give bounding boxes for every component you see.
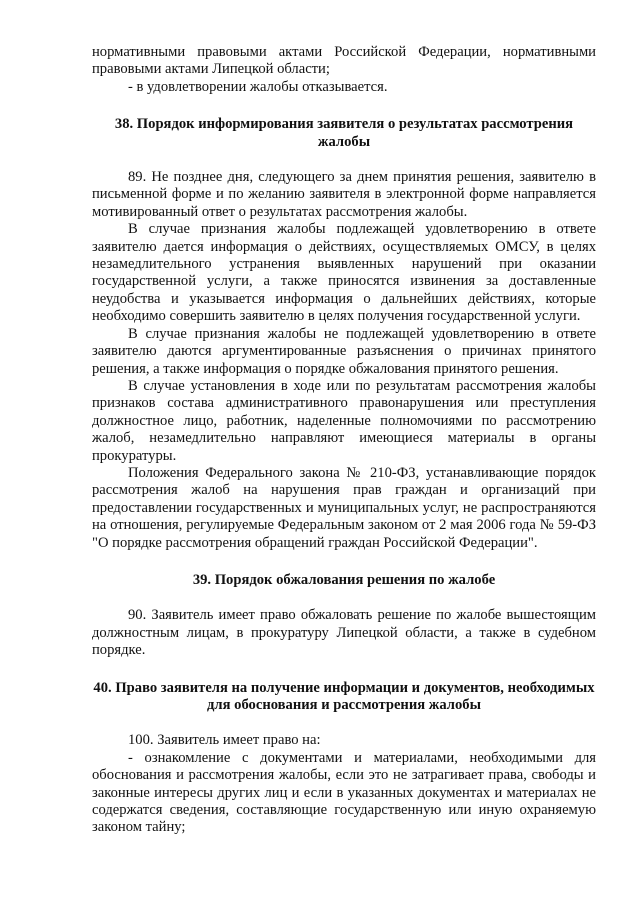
section-40-paragraph: 100. Заявитель имеет право на: [128, 732, 321, 749]
intro-paragraph: нормативными правовыми актами Российской Федерации, нормативными правовыми актами Липецкой области; [92, 44, 596, 78]
section-40-heading: 40. Право заявителя на получение информации и документов, необходимых для обоснования и рассмотрения жалобы [93, 679, 595, 713]
section-38-paragraph: Положения Федерального закона № 210-ФЗ, устанавливающие порядок рассмотрения жалоб на нарушения прав граждан и организаций при предоставлении государственных и муниципальных услуг, не распространяются на отношения, регулируемые Федеральным законом от 2 мая 2006 года № 59-ФЗ "О порядке рассмотрения обращений граждан Российской Федерации". [92, 464, 596, 551]
spacer [92, 589, 596, 607]
spacer [92, 552, 596, 572]
section-39-paragraph: 90. Заявитель имеет право обжаловать решение по жалобе вышестоящим должностным лицам, в прокуратуру Липецкой области, а также в судебном порядке. [92, 607, 596, 659]
section-38-paragraph: В случае признания жалобы подлежащей удовлетворению в ответе заявителю дается информация о действиях, осуществляемых ОМСУ, в целях незамедлительного устранения выявленных нарушений при оказании государственной услуги, а также приносятся извинения за доставленные неудобства и указывается информация о дальнейших действиях, которые необходимо совершить заявителю в целях получения государственной услуги. [92, 221, 596, 325]
section-38-paragraph: 89. Не позднее дня, следующего за днем принятия решения, заявителю в письменной форме и по желанию заявителя в электронной форме направляется мотивированный ответ о результатах рассмотрения жалобы. [92, 169, 596, 220]
section-38-heading: 38. Порядок информирования заявителя о результатах рассмотрения жалобы [114, 116, 574, 150]
section-40-list-item: - ознакомление с документами и материалами, необходимыми для обоснования и рассмотрения жалобы, если это не затрагивает права, свободы и законные интересы других лиц и если в указанных документах и материалах не содержатся сведения, составляющие государственную или иную охраняемую законом тайну; [92, 749, 596, 836]
spacer [92, 96, 596, 116]
intro-refusal-item: - в удовлетворении жалобы отказывается. [128, 78, 388, 95]
spacer [92, 660, 596, 680]
spacer [92, 151, 596, 169]
section-38-paragraph: В случае признания жалобы не подлежащей удовлетворению в ответе заявителю даются аргументированные разъяснения о причинах принятого решения, а также информация о порядке обжалования принятого решения. [92, 325, 596, 377]
section-39-heading: 39. Порядок обжалования решения по жалобе [192, 571, 496, 588]
spacer [92, 714, 596, 732]
section-38-paragraph: В случае установления в ходе или по результатам рассмотрения жалобы признаков состава административного правонарушения или преступления должностное лицо, работник, наделенные полномочиями по рассмотрению жалоб, незамедлительно направляют имеющиеся материалы в органы прокуратуры. [92, 377, 596, 464]
